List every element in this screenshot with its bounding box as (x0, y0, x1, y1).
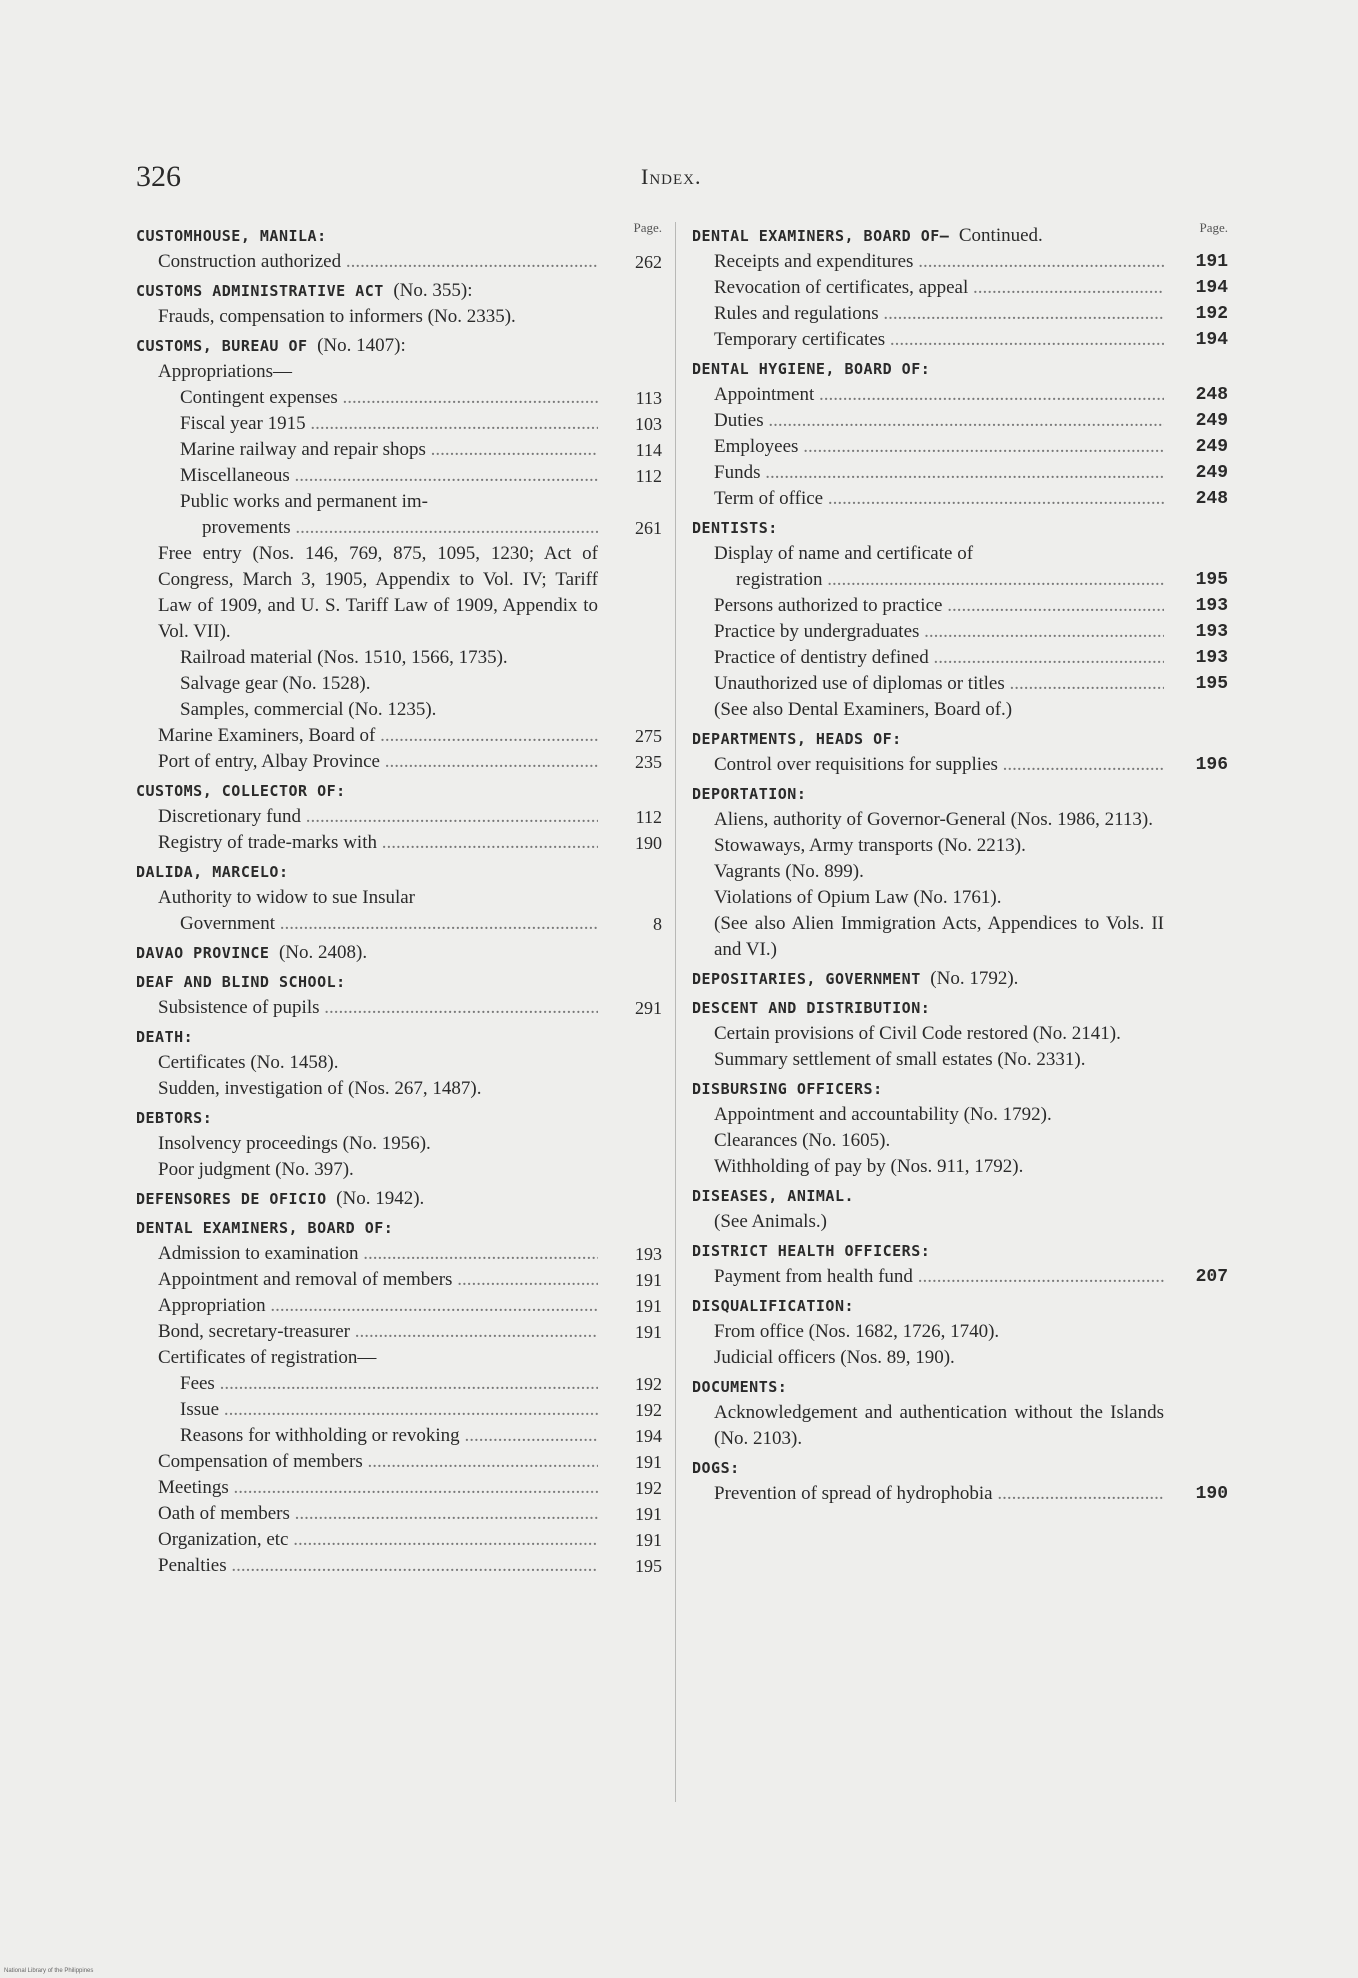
subentry-text: Temporary certificates ..... (714, 329, 1228, 350)
subentry-text: Penalties ..... (158, 1555, 662, 1576)
leader-mask (1164, 671, 1174, 697)
subentry-text: registration ..... (736, 569, 1228, 590)
leader-mask (598, 437, 608, 463)
index-heading (692, 353, 1228, 382)
index-subentry (692, 619, 1228, 645)
page-title: Index. (641, 164, 702, 189)
page-reference: 194 (1174, 327, 1228, 353)
subentry-text: Admission to examination ..... (158, 1243, 662, 1264)
entry-list-left (136, 220, 662, 1579)
subentry-text: Unauthorized use of diplomas or titles ..... (714, 673, 1228, 694)
page-reference: 112 (608, 804, 662, 830)
index-subentry (136, 359, 662, 385)
page-reference: 191 (608, 1293, 662, 1319)
index-subentry (692, 1319, 1228, 1345)
subentry-text: Stowaways, Army transports (No. 2213). (714, 835, 1026, 856)
heading-reference: (No. 2408). (278, 942, 368, 963)
index-heading (136, 856, 662, 885)
index-subentry (692, 249, 1228, 275)
leader-mask (598, 830, 608, 856)
subentry-text: Control over requisitions for supplies ..... (714, 754, 1228, 775)
subentry-text: Summary settlement of small estates (No. 2331). (714, 1049, 1086, 1070)
index-subentry (136, 1319, 662, 1345)
index-subentry (136, 1050, 662, 1076)
subentry-text: Insolvency proceedings (No. 1956). (158, 1133, 431, 1154)
index-subentry (692, 671, 1228, 697)
subentry-text: Reasons for withholding or revoking ..... (180, 1425, 662, 1446)
heading-reference: (No. 355): (393, 280, 473, 301)
subentry-text: Port of entry, Albay Province ..... (158, 751, 662, 772)
index-heading (692, 220, 1228, 249)
page-reference: 261 (608, 515, 662, 541)
index-subentry (692, 1400, 1228, 1452)
subentry-text: Practice by undergraduates ..... (714, 621, 1228, 642)
subentry-text: Oath of members ..... (158, 1503, 662, 1524)
heading-text: DEATH: (136, 1028, 194, 1046)
index-subentry (136, 1345, 662, 1371)
heading-text: CUSTOMS ADMINISTRATIVE ACT (136, 282, 384, 300)
subentry-text: Display of name and certificate of (714, 543, 974, 564)
heading-text: DENTAL EXAMINERS, BOARD OF— (692, 227, 950, 245)
leader-mask (598, 1449, 608, 1475)
index-subentry (136, 1501, 662, 1527)
leader-mask (598, 1553, 608, 1579)
leader-mask (1164, 1481, 1174, 1507)
index-subentry (136, 541, 662, 645)
leader-mask (598, 749, 608, 775)
page-reference: 207 (1174, 1264, 1228, 1290)
index-heading (692, 778, 1228, 807)
heading-text: DEFENSORES DE OFICIO (136, 1190, 327, 1208)
index-subentry (136, 1449, 662, 1475)
subentry-text: Duties ..... (714, 410, 1228, 431)
index-subentry (692, 593, 1228, 619)
index-subentry (136, 697, 662, 723)
index-heading (136, 1212, 662, 1241)
index-subentry (136, 1371, 662, 1397)
page-reference: 190 (608, 830, 662, 856)
page-reference: 191 (608, 1501, 662, 1527)
index-heading (692, 723, 1228, 752)
index-heading (692, 1235, 1228, 1264)
subentry-text: Frauds, compensation to informers (No. 2335). (158, 306, 516, 327)
index-subentry (692, 567, 1228, 593)
heading-text: DISTRICT HEALTH OFFICERS: (692, 1242, 931, 1260)
index-heading (136, 1102, 662, 1131)
index-subentry (136, 1157, 662, 1183)
page-reference: 193 (1174, 593, 1228, 619)
index-subentry (136, 830, 662, 856)
index-subentry (692, 382, 1228, 408)
leader-mask (1164, 408, 1174, 434)
subentry-text: Aliens, authority of Governor-General (Nos. 1986, 2113). (714, 809, 1153, 830)
index-subentry (692, 460, 1228, 486)
subentry-text: Public works and permanent im- (180, 491, 429, 512)
leader-mask (598, 1293, 608, 1319)
index-subentry (692, 1209, 1228, 1235)
index-subentry (692, 1102, 1228, 1128)
leader-mask (598, 1527, 608, 1553)
index-subentry (136, 804, 662, 830)
index-subentry (136, 995, 662, 1021)
heading-text: DEPARTMENTS, HEADS OF: (692, 730, 902, 748)
page-reference: 191 (608, 1319, 662, 1345)
leader-mask (598, 1371, 608, 1397)
index-subentry (692, 327, 1228, 353)
index-subentry (692, 752, 1228, 778)
index-subentry (692, 1047, 1228, 1073)
index-heading (692, 963, 1228, 992)
page-reference: 191 (608, 1267, 662, 1293)
index-subentry (136, 515, 662, 541)
index-subentry (136, 385, 662, 411)
footer-credit: National Library of the Philippines (4, 1968, 94, 1974)
index-subentry (692, 1481, 1228, 1507)
page-reference: 191 (608, 1527, 662, 1553)
index-subentry (692, 275, 1228, 301)
heading-text: DOCUMENTS: (692, 1378, 788, 1396)
index-subentry (692, 1345, 1228, 1371)
leader-mask (598, 1423, 608, 1449)
page-reference: 262 (608, 249, 662, 275)
index-subentry (136, 1397, 662, 1423)
index-heading (692, 992, 1228, 1021)
leader-mask (598, 1475, 608, 1501)
page-reference: 191 (1174, 249, 1228, 275)
leader-mask (598, 1397, 608, 1423)
heading-text: DENTISTS: (692, 519, 778, 537)
subentry-text: Fees ..... (180, 1373, 662, 1394)
leader-mask (598, 723, 608, 749)
heading-reference: (No. 1942). (336, 1188, 425, 1209)
page-reference: 194 (1174, 275, 1228, 301)
index-subentry (692, 807, 1228, 833)
leader-mask (598, 385, 608, 411)
subentry-text: Receipts and expenditures ..... (714, 251, 1228, 272)
leader-mask (1164, 1264, 1174, 1290)
subentry-text: Persons authorized to practice ..... (714, 595, 1228, 616)
index-subentry (136, 1475, 662, 1501)
page-reference: 192 (1174, 301, 1228, 327)
page-reference: 191 (608, 1449, 662, 1475)
leader-mask (598, 804, 608, 830)
leader-mask (598, 1241, 608, 1267)
page-reference: 190 (1174, 1481, 1228, 1507)
index-subentry (692, 408, 1228, 434)
page-reference: 193 (1174, 645, 1228, 671)
index-subentry (136, 304, 662, 330)
index-subentry (136, 1267, 662, 1293)
subentry-text: Bond, secretary-treasurer ..... (158, 1321, 662, 1342)
index-subentry (692, 1128, 1228, 1154)
page-reference: 192 (608, 1397, 662, 1423)
leader-mask (598, 1501, 608, 1527)
page-reference: 192 (608, 1371, 662, 1397)
index-subentry (692, 885, 1228, 911)
page-header (136, 160, 1216, 200)
heading-text: DISQUALIFICATION: (692, 1297, 855, 1315)
heading-text: CUSTOMS, BUREAU OF (136, 337, 308, 355)
page-reference: 248 (1174, 382, 1228, 408)
index-subentry (136, 489, 662, 515)
page-reference: 193 (1174, 619, 1228, 645)
leader-mask (598, 463, 608, 489)
heading-text: DEPORTATION: (692, 785, 807, 803)
leader-mask (1164, 593, 1174, 619)
subentry-text: Practice of dentistry defined ..... (714, 647, 1228, 668)
page-reference: 249 (1174, 408, 1228, 434)
subentry-text: Authority to widow to sue Insular (158, 887, 416, 908)
index-subentry (136, 1131, 662, 1157)
index-subentry (136, 411, 662, 437)
subentry-text: Certain provisions of Civil Code restored (No. 2141). (714, 1023, 1121, 1044)
subentry-text: (See Animals.) (714, 1211, 827, 1232)
index-subentry (692, 1154, 1228, 1180)
index-heading (692, 1180, 1228, 1209)
page-reference: 8 (608, 911, 662, 937)
page-reference: 194 (608, 1423, 662, 1449)
page-reference: 192 (608, 1475, 662, 1501)
page-reference: 196 (1174, 752, 1228, 778)
page-reference: 195 (1174, 567, 1228, 593)
subentry-text: Judicial officers (Nos. 89, 190). (714, 1347, 955, 1368)
index-subentry (136, 885, 662, 911)
index-subentry (136, 1076, 662, 1102)
page-column-label: Page. (1199, 220, 1228, 235)
index-heading (136, 275, 662, 304)
heading-text: DISBURSING OFFICERS: (692, 1080, 883, 1098)
leader-mask (1164, 619, 1174, 645)
subentry-text: Rules and regulations ..... (714, 303, 1228, 324)
index-subentry (136, 1293, 662, 1319)
subentry-text: Organization, etc ..... (158, 1529, 662, 1550)
index-subentry (136, 1241, 662, 1267)
heading-text: CUSTOMS, COLLECTOR OF: (136, 782, 346, 800)
page-reference: 112 (608, 463, 662, 489)
subentry-text: Withholding of pay by (Nos. 911, 1792). (714, 1156, 1024, 1177)
leader-mask (1164, 752, 1174, 778)
subentry-text: provements ..... (202, 517, 662, 538)
index-heading (692, 1452, 1228, 1481)
leader-mask (1164, 327, 1174, 353)
subentry-text: Employees ..... (714, 436, 1228, 457)
leader-mask (598, 249, 608, 275)
subentry-text: From office (Nos. 1682, 1726, 1740). (714, 1321, 1000, 1342)
index-heading (136, 775, 662, 804)
index-subentry (136, 1553, 662, 1579)
index-subentry (136, 463, 662, 489)
subentry-text: Salvage gear (No. 1528). (180, 673, 371, 694)
leader-mask (1164, 567, 1174, 593)
leader-mask (1164, 645, 1174, 671)
index-subentry (692, 697, 1228, 723)
index-heading (692, 1073, 1228, 1102)
leader-mask (1164, 275, 1174, 301)
subentry-text: Government ..... (180, 913, 662, 934)
page-column-label: Page. (633, 220, 662, 235)
index-heading (136, 966, 662, 995)
index-subentry (136, 723, 662, 749)
subentry-text: Acknowledgement and authentication without the Islands (No. 2103). (714, 1402, 1164, 1449)
index-heading (692, 1371, 1228, 1400)
subentry-text: Free entry (Nos. 146, 769, 875, 1095, 1230; Act of Congress, March 3, 1905, Appendix to Vol. IV; Tariff Law of 1909, and U. S. Tariff Law of 1909, Appendix to Vol. VII). (158, 543, 598, 642)
page-reference: 195 (608, 1553, 662, 1579)
heading-text: CUSTOMHOUSE, MANILA: (136, 227, 327, 245)
subentry-text: Subsistence of pupils ..... (158, 997, 662, 1018)
index-subentry (692, 1264, 1228, 1290)
heading-reference: (No. 1792). (930, 968, 1019, 989)
heading-text: DEPOSITARIES, GOVERNMENT (692, 970, 921, 988)
page-reference: 113 (608, 385, 662, 411)
heading-text: DEAF AND BLIND SCHOOL: (136, 973, 346, 991)
leader-mask (598, 515, 608, 541)
subentry-text: (See also Alien Immigration Acts, Appendices to Vols. II and VI.) (714, 913, 1164, 960)
column-divider (675, 222, 676, 1802)
page-reference: 275 (608, 723, 662, 749)
index-subentry (136, 249, 662, 275)
subentry-text: Meetings ..... (158, 1477, 662, 1498)
subentry-text: Appropriations— (158, 361, 293, 382)
index-column-right (692, 220, 1228, 1507)
index-subentry (692, 301, 1228, 327)
heading-text: DALIDA, MARCELO: (136, 863, 289, 881)
index-subentry (692, 645, 1228, 671)
index-subentry (136, 911, 662, 937)
heading-text: DAVAO PROVINCE (136, 944, 270, 962)
subentry-text: Prevention of spread of hydrophobia ..... (714, 1483, 1228, 1504)
index-subentry (136, 1527, 662, 1553)
subentry-text: Certificates (No. 1458). (158, 1052, 339, 1073)
subentry-text: Payment from health fund ..... (714, 1266, 1228, 1287)
subentry-text: Funds ..... (714, 462, 1228, 483)
subentry-text: Railroad material (Nos. 1510, 1566, 1735). (180, 647, 508, 668)
subentry-text: Discretionary fund ..... (158, 806, 662, 827)
leader-mask (598, 995, 608, 1021)
index-subentry (136, 671, 662, 697)
page-reference: 291 (608, 995, 662, 1021)
subentry-text: Miscellaneous ..... (180, 465, 662, 486)
page-reference: 235 (608, 749, 662, 775)
index-heading (136, 330, 662, 359)
index-column-left (136, 220, 662, 1579)
subentry-text: Appointment ..... (714, 384, 1228, 405)
subentry-text: Appropriation ..... (158, 1295, 662, 1316)
leader-mask (1164, 486, 1174, 512)
leader-mask (1164, 434, 1174, 460)
subentry-text: Fiscal year 1915 ..... (180, 413, 662, 434)
heading-text: DESCENT AND DISTRIBUTION: (692, 999, 931, 1017)
subentry-text: Registry of trade-marks with ..... (158, 832, 662, 853)
index-heading (692, 1290, 1228, 1319)
heading-text: DENTAL EXAMINERS, BOARD OF: (136, 1219, 394, 1237)
leader-mask (1164, 460, 1174, 486)
index-heading (136, 937, 662, 966)
subentry-text: Revocation of certificates, appeal ..... (714, 277, 1228, 298)
subentry-text: Marine Examiners, Board of ..... (158, 725, 662, 746)
subentry-text: Clearances (No. 1605). (714, 1130, 891, 1151)
index-subentry (692, 859, 1228, 885)
index-subentry (136, 437, 662, 463)
index-subentry (692, 541, 1228, 567)
page-reference: 249 (1174, 434, 1228, 460)
leader-mask (598, 1319, 608, 1345)
heading-text: DOGS: (692, 1459, 740, 1477)
heading-text: DISEASES, ANIMAL. (692, 1187, 855, 1205)
page-reference: 195 (1174, 671, 1228, 697)
index-subentry (692, 1021, 1228, 1047)
page-reference: 248 (1174, 486, 1228, 512)
subentry-text: Appointment and accountability (No. 1792). (714, 1104, 1052, 1125)
index-heading (692, 512, 1228, 541)
page-reference: 114 (608, 437, 662, 463)
subentry-text: Issue ..... (180, 1399, 662, 1420)
leader-mask (1164, 301, 1174, 327)
subentry-text: Certificates of registration— (158, 1347, 377, 1368)
index-subentry (692, 434, 1228, 460)
index-subentry (692, 833, 1228, 859)
subentry-text: Violations of Opium Law (No. 1761). (714, 887, 1002, 908)
index-subentry (136, 749, 662, 775)
heading-reference: Continued. (958, 225, 1043, 246)
page-reference: 249 (1174, 460, 1228, 486)
index-subentry (692, 911, 1228, 963)
heading-reference: (No. 1407): (317, 335, 406, 356)
index-subentry (136, 1423, 662, 1449)
entry-list-right (692, 220, 1228, 1507)
index-heading (136, 1021, 662, 1050)
subentry-text: (See also Dental Examiners, Board of.) (714, 699, 1013, 720)
subentry-text: Sudden, investigation of (Nos. 267, 1487). (158, 1078, 482, 1099)
subentry-text: Vagrants (No. 899). (714, 861, 864, 882)
subentry-text: Poor judgment (No. 397). (158, 1159, 354, 1180)
leader-mask (598, 1267, 608, 1293)
index-heading (136, 220, 662, 249)
index-heading (136, 1183, 662, 1212)
subentry-text: Contingent expenses ..... (180, 387, 662, 408)
page-reference: 193 (608, 1241, 662, 1267)
subentry-text: Compensation of members ..... (158, 1451, 662, 1472)
subentry-text: Marine railway and repair shops ..... (180, 439, 662, 460)
subentry-text: Term of office ..... (714, 488, 1228, 509)
page-number: 326 (136, 160, 181, 193)
index-subentry (692, 486, 1228, 512)
page-reference: 103 (608, 411, 662, 437)
subentry-text: Appointment and removal of members ..... (158, 1269, 662, 1290)
subentry-text: Samples, commercial (No. 1235). (180, 699, 437, 720)
heading-text: DENTAL HYGIENE, BOARD OF: (692, 360, 931, 378)
leader-mask (1164, 249, 1174, 275)
heading-text: DEBTORS: (136, 1109, 213, 1127)
leader-mask (598, 411, 608, 437)
leader-mask (598, 911, 608, 937)
index-subentry (136, 645, 662, 671)
leader-mask (1164, 382, 1174, 408)
subentry-text: Construction authorized ..... (158, 251, 662, 272)
